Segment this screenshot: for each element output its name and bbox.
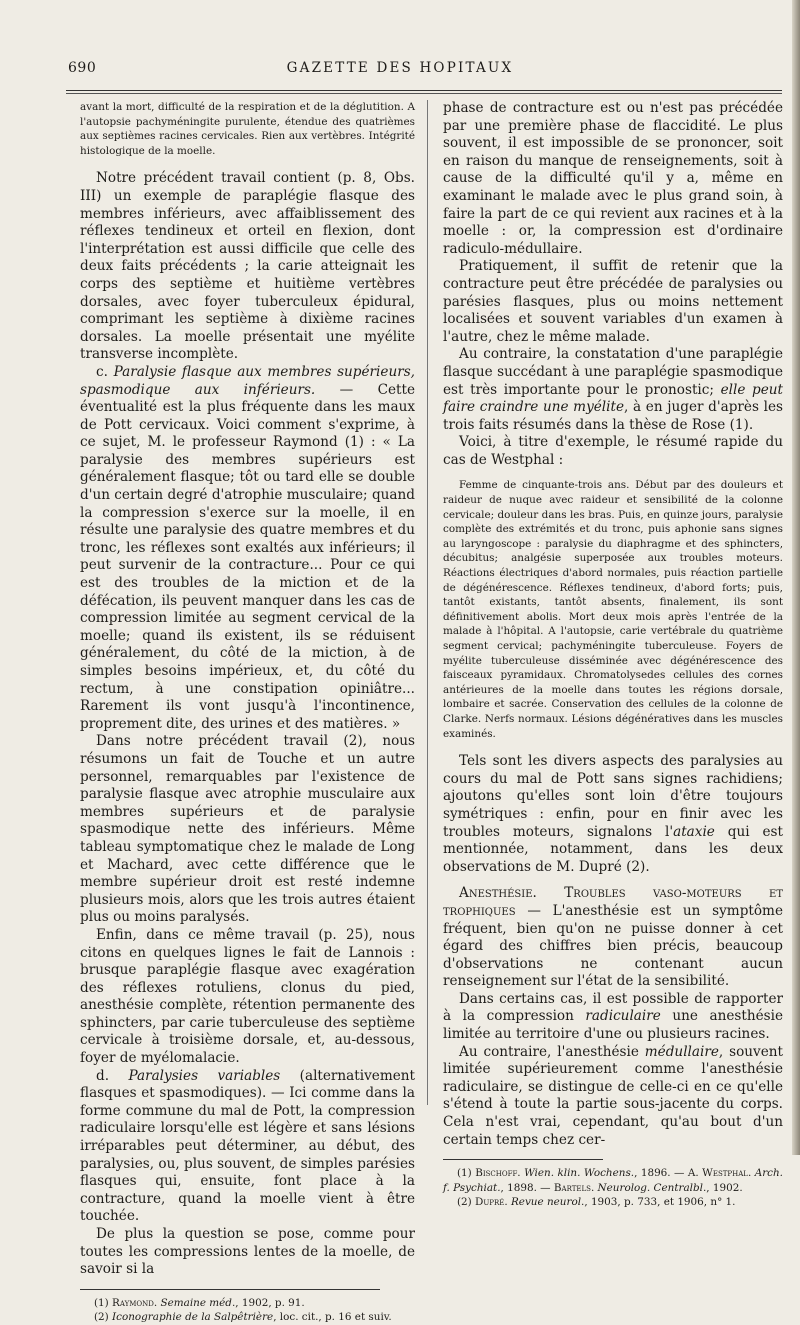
right-paragraph-1: phase de contracture est ou n'est pas précédée par une première phase de flaccidité. Le plus souvent, il est impossible de se prononcer, soit en raison du manque de renseignements, soit à cause de la difficulté qu'il y a, même en examinant le malade avec le plus grand soin, à faire la part de ce qui revient aux racines et à la moelle : or, la compression est d'ordinaire radiculo-médullaire. bbox=[443, 100, 783, 257]
left-paragraph-7: De plus la question se pose, comme pour toutes les compressions lentes de la moelle, de savoir si la bbox=[80, 1226, 415, 1278]
running-head: GAZETTE DES HOPITAUX bbox=[286, 60, 514, 76]
column-divider bbox=[427, 100, 428, 1105]
right-paragraph-6: Tels sont les divers aspects des paralysies au cours du mal de Pott sans signes rachidiens; ajoutons qu'elles sont loin d'être toujours symétriques : enfin, pour en finir avec les troubles moteurs, signalons l'ataxie qui est mentionnée, notamment, dans les deux observations de M. Dupré (2). bbox=[443, 753, 783, 875]
left-paragraph-1: avant la mort, difficulté de la respiration et de la déglutition. A l'autopsie pachyméningite purulente, étendue des quatrièmes aux septièmes racines cervicales. Rien aux vertèbres. Intégrité histologique de la moelle. bbox=[80, 101, 415, 157]
right-paragraph-2: Pratiquement, il suffit de retenir que la contracture peut être précédée de paralysies ou parésies flasques, plus ou moins nettement localisées et souvent variables d'un examen à l'autre, chez le même malade. bbox=[443, 258, 783, 345]
right-footnote-1: (1) Bischoff. Wien. klin. Wochens., 1896. — A. Westphal. Arch. f. Psychiat., 1898. — Bartels. Neurolog. Centralbl., 1902. bbox=[443, 1167, 783, 1194]
right-footnote-2: (2) Dupré. Revue neurol., 1903, p. 733, et 1906, n° 1. bbox=[457, 1196, 736, 1209]
left-paragraph-5: Enfin, dans ce même travail (p. 25), nous citons en quelques lignes le fait de Lannois : brusque paraplégie flasque avec exagération des réflexes rotuliens, clonus du pied, anesthésie complète, rétention permanente des sphincters, par carie tuberculeuse des septième cervicale à troisième dorsale, et, au-dessous, foyer de myélomalacie. bbox=[80, 926, 415, 1067]
right-paragraph-8: Dans certains cas, il est possible de rapporter à la compression radiculaire une anesthésie limitée au territoire d'une ou plusieurs racines. bbox=[443, 990, 783, 1043]
header-rule-secondary bbox=[66, 93, 782, 94]
left-paragraph-6: d. Paralysies variables (alternativement flasques et spasmodiques). — Ici comme dans la forme commune du mal de Pott, la compression radiculaire lorsqu'elle est légère et sans lésions irréparables peut déterminer, au début, des paralysies, ou, plus souvent, de simples parésies flasques qui, ensuite, font place à la contracture, quand la moelle vient à être touchée. bbox=[80, 1067, 415, 1225]
footnote-rule-right bbox=[443, 1159, 603, 1160]
page-edge-shadow bbox=[792, 0, 800, 1155]
section-title-d: Paralysies variables bbox=[128, 1067, 281, 1084]
header-rule bbox=[66, 90, 782, 91]
footnote-rule-left bbox=[80, 1289, 380, 1290]
left-paragraph-2: Notre précédent travail contient (p. 8, Obs. III) un exemple de paraplégie flasque des membres inférieurs, avec affaiblissement des réflexes tendineux et orteil en flexion, dont l'interprétation est aussi difficile que celle des deux faits précédents ; la carie atteignait les corps des septième et huitième vertèbres dorsales, avec foyer tuberculeux épidural, comprimant les septième à dixième racines dorsales. La moelle présentait une myélite transverse incomplète. bbox=[80, 170, 415, 363]
left-footnote-1: (1) Raymond. Semaine méd., 1902, p. 91. bbox=[94, 1296, 305, 1309]
page-header bbox=[0, 60, 800, 84]
left-paragraph-3: c. Paralysie flasque aux membres supérieurs, spasmodique aux inférieurs. — Cette éventualité est la plus fréquente dans les maux de Pott cervicaux. Voici comment s'exprime, à ce sujet, M. le professeur Raymond (1) : « La paralysie des membres supérieurs est généralement flasque; tôt ou tard elle se double d'un certain degré d'atrophie musculaire; quand la compression s'exerce sur la moelle, il en résulte une paralysie des quatre membres et du tronc, les réflexes sont exaltés aux inférieurs; il peut survenir de la contracture... Pour ce qui est des troubles de la miction et de la défécation, ils peuvent manquer dans les cas de compression limitée au segment cervical de la moelle; quand ils existent, ils se réduisent généralement, du côté de la miction, à de simples besoins impérieux, et, du côté du rectum, à une constipation opiniâtre... Rarement ils vont jusqu'à l'incontinence, proprement dite, des urines et des matières. » bbox=[80, 363, 416, 732]
section-title-c: Paralysie flasque aux membres supérieurs, spasmodique aux inférieurs. bbox=[80, 363, 415, 398]
right-paragraph-4: Voici, à titre d'exemple, le résumé rapide du cas de Westphal : bbox=[443, 434, 783, 468]
right-paragraph-7: Anesthésie. Troubles vaso-moteurs et trophiques — L'anesthésie est un symptôme fréquent, bien qu'on ne puisse donner à cet égard des chiffres bien précis, beaucoup d'observations ne contenant aucun renseignement sur l'état de la sensibilité. bbox=[443, 885, 783, 990]
westphal-case-summary: Femme de cinquante-trois ans. Début par des douleurs et raideur de nuque avec raideur et sensibilité de la colonne cervicale; douleur dans les bras. Puis, en quinze jours, paralysie complète des extrémités et du tronc, puis aphonie sans signes au laryngoscope : paralysie du diaphragme et des sphincters, décubitus; analgésie superposée aux troubles moteurs. Réactions électriques d'abord normales, puis réaction partielle de dégénérescence. Réflexes tendineux, d'abord forts; puis, tantôt existants, tantôt absents, finalement, ils sont définitivement abolis. Mort deux mois après l'entrée de la malade à l'hôpital. A l'autopsie, carie vertébrale du quatrième segment cervical; pachyméningite tuberculeuse. Foyers de myélite tuberculeuse disséminée avec dégénérescence des faisceaux pyramidaux. Chromatolysedes cellules des cornes antérieures de la moelle dans toutes les régions dorsale, lombaire et sacrée. Conservation des cellules de la colonne de Clarke. Nerfs normaux. Lésions dégénératives dans les muscles examinés. bbox=[443, 479, 783, 740]
right-paragraph-9: Au contraire, l'anesthésie médullaire, souvent limitée supérieurement comme l'anesthésie radiculaire, se distingue de celle-ci en ce qu'elle s'étend à toute la partie sous-jacente du corps. Cela n'est vrai, cependant, qu'au bout d'un certain temps chez cer- bbox=[443, 1043, 783, 1148]
section-heading-anesthesie: Anesthésie. Troubles vaso-moteurs et trophiques bbox=[443, 885, 783, 919]
page-number: 690 bbox=[68, 60, 97, 76]
left-column bbox=[80, 100, 415, 1325]
right-paragraph-3: Au contraire, la constatation d'une paraplégie flasque succédant à une paraplégie spasmodique est très importante pour le pronostic; elle peut faire craindre une myélite, à en juger d'après les trois faits résumés dans la thèse de Rose (1). bbox=[443, 346, 783, 433]
right-column bbox=[443, 100, 783, 1209]
left-footnote-2: (2) Iconographie de la Salpêtrière, loc. cit., p. 16 et suiv. bbox=[94, 1311, 392, 1324]
left-paragraph-4: Dans notre précédent travail (2), nous résumons un fait de Touche et un autre personnel, remarquables par l'existence de paralysie flasque avec atrophie musculaire aux membres supérieurs et de paralysie spasmodique nette des inférieurs. Même tableau symptomatique chez le malade de Long et Machard, avec cette différence que le membre supérieur droit est resté indemne plusieurs mois, alors que les trois autres étaient plus ou moins paralysés. bbox=[80, 733, 415, 926]
